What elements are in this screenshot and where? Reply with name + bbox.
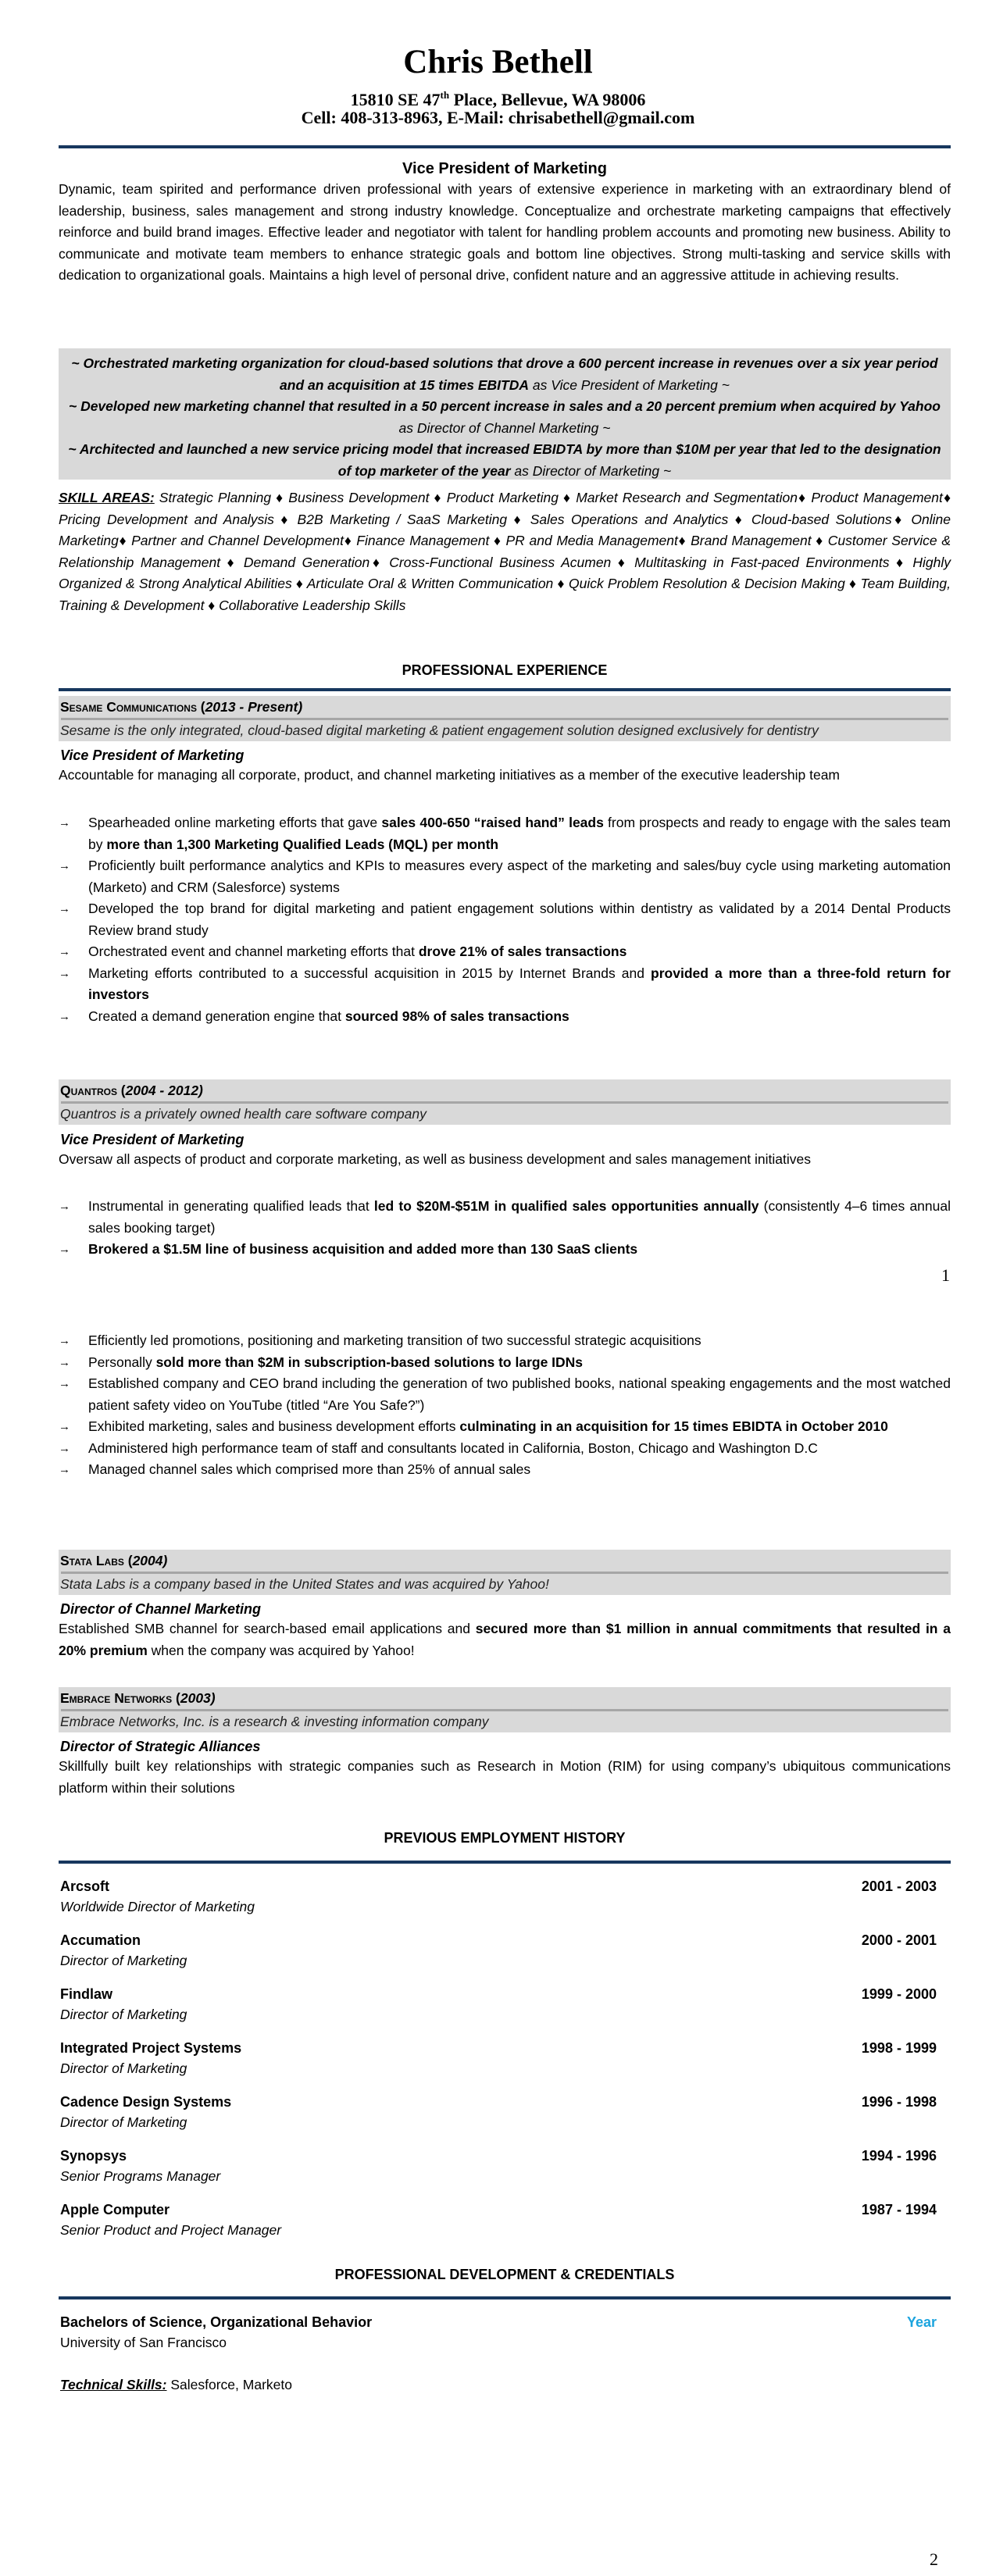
bullet-bold: culminating in an acquisition for 15 times EBIDTA in October 2010 <box>459 1418 888 1434</box>
bullet-item <box>59 1006 951 1028</box>
bullet-bold: provided a more than a three-fold return for investors <box>88 965 951 1002</box>
arrow-icon: → <box>59 859 70 872</box>
employment-title: Director of Marketing <box>60 2114 187 2130</box>
company-name-text: Quantros ( <box>60 1083 126 1098</box>
bullet-bold: sales 400-650 “raised hand” leads <box>381 815 604 830</box>
bullet-item <box>59 812 951 855</box>
employment-years: 2001 - 2003 <box>861 1878 937 1894</box>
section-heading-previous: PREVIOUS EMPLOYMENT HISTORY <box>384 1830 626 1846</box>
arrow-icon: → <box>59 816 70 830</box>
bullet-item <box>59 1352 951 1374</box>
achievements-box <box>59 348 951 480</box>
company-name <box>59 696 951 718</box>
bullet-item <box>59 1459 951 1481</box>
degree: Bachelors of Science, Organizational Behavior <box>60 2314 373 2330</box>
arrow-icon: → <box>59 1420 70 1433</box>
arrow-icon: → <box>59 1334 70 1347</box>
employment-title: Senior Programs Manager <box>60 2168 221 2184</box>
candidate-name: Chris Bethell <box>403 44 593 80</box>
employment-years: 2000 - 2001 <box>861 1932 937 1948</box>
bullet-text: Personally <box>88 1354 156 1370</box>
achievement-text: ~ Architected and launched a new service pricing model that increased EBIDTA by more than $10M per year that led to the designation of top marketer of the year <box>68 441 941 479</box>
arrow-icon: → <box>59 1463 70 1476</box>
skill-areas-list: Strategic Planning ♦ Business Development ♦ Product Marketing ♦ Market Research and Segmentation♦ Product Management♦ Pricing Development and Analysis ♦ B2B Marketing / SaaS Marketing ♦ Sales Operations and Analytics ♦ Cloud-based Solutions♦ Online Marketing♦ Partner and Channel Development♦ Finance Management ♦ PR and Media Management♦ Brand Management ♦ Customer Service & Relationship Management ♦ Demand Generation♦ Cross-Functional Business Acumen ♦ Multitasking in Fast-paced Environments ♦ Highly Organized & Strong Analytical Abilities ♦ Articulate Oral & Written Communication ♦ Quick Problem Resolution & Decision Making ♦ Team Building, Training & Development ♦ Collaborative Leadership Skills <box>59 490 951 613</box>
employment-row <box>60 2146 937 2187</box>
arrow-icon: → <box>59 1377 70 1390</box>
role-summary: Accountable for managing all corporate, product, and channel marketing initiatives as a member of the executive leadership team <box>59 767 841 783</box>
bullet-bold: drove 21% of sales transactions <box>418 944 627 959</box>
employer-name: Arcsoft <box>60 1878 110 1894</box>
employer-name: Findlaw <box>60 1986 112 2002</box>
bullet-text: Administered high performance team of staff and consultants located in California, Boston, Chicago and Washington D.C <box>88 1440 818 1456</box>
skill-areas-label: SKILL AREAS: <box>59 490 155 505</box>
role-title: Vice President of Marketing <box>60 747 245 763</box>
employment-row <box>60 1876 937 1918</box>
bullet-text: Managed channel sales which comprised more than 25% of annual sales <box>88 1461 531 1477</box>
role-summary: Skillfully built key relationships with strategic companies such as Research in Motion (RIM) for using company’s ubiquitous communications platform within their solutions <box>59 1758 951 1796</box>
address-street: 15810 SE 47 <box>350 90 441 109</box>
bullet-item <box>59 898 951 941</box>
employment-title: Senior Product and Project Manager <box>60 2222 282 2238</box>
bullet-bold: Brokered a $1.5M line of business acquisition and added more than 130 SaaS clients <box>88 1241 638 1257</box>
bullet-bold: sourced 98% of sales transactions <box>344 1008 569 1024</box>
arrow-icon: → <box>59 1200 70 1213</box>
bullet-text: Proficiently built performance analytics and KPIs to measures every aspect of the marketing and sales/buy cycle using marketing automation (Marketo) and CRM (Salesforce) systems <box>88 858 951 895</box>
role-summary: Oversaw all aspects of product and corporate marketing, as well as business development and sales management initiatives <box>59 1151 812 1167</box>
company-description: Stata Labs is a company based in the United States and was acquired by Yahoo! <box>60 1576 549 1592</box>
skill-areas <box>59 487 951 616</box>
sesame-bullets <box>59 812 951 1027</box>
achievement-text: ~ Developed new marketing channel that resulted in a 50 percent increase in sales and a 20 percent premium when acquired by Yahoo <box>68 398 941 414</box>
technical-skills <box>60 2374 292 2396</box>
achievement-item <box>62 439 948 482</box>
employment-row <box>60 2200 937 2241</box>
employer-name: Accumation <box>60 1932 141 1948</box>
headline: Vice President of Marketing <box>402 160 607 177</box>
role-summary <box>59 1618 951 1661</box>
address-city: Place, Bellevue, WA 98006 <box>449 90 646 109</box>
company-name <box>59 1550 951 1572</box>
bullet-text: Developed the top brand for digital marketing and patient engagement solutions within dentistry as validated by a 2014 Dental Products Review brand study <box>88 901 951 938</box>
bullet-text: Created a demand generation engine that <box>88 1008 345 1024</box>
employer-name: Cadence Design Systems <box>60 2094 232 2110</box>
bullet-item <box>59 855 951 898</box>
bullet-item <box>59 1196 951 1239</box>
arrow-icon: → <box>59 1243 70 1256</box>
previous-divider <box>59 1861 951 1864</box>
quantros-bullets-page2 <box>59 1330 951 1481</box>
employment-years: 1994 - 1996 <box>861 2148 937 2164</box>
bullet-text: Instrumental in generating qualified leads that <box>88 1198 374 1214</box>
achievement-role: as Vice President of Marketing ~ <box>529 376 730 393</box>
bullet-text: Spearheaded online marketing efforts that gave <box>88 815 382 830</box>
bullet-text: Marketing efforts contributed to a successful acquisition in 2015 by Internet Brands and <box>88 965 652 981</box>
employment-title: Director of Marketing <box>60 1953 187 1968</box>
employment-title: Director of Marketing <box>60 2060 187 2076</box>
section-heading-credentials: PROFESSIONAL DEVELOPMENT & CREDENTIALS <box>334 2267 675 2282</box>
bullet-text: Established company and CEO brand including the generation of two published books, national speaking engagements and the most watched patient safety video on YouTube (titled “Are You Safe?”) <box>88 1375 951 1413</box>
arrow-icon: → <box>59 1009 70 1023</box>
employment-row <box>60 2092 937 2133</box>
company-description: Embrace Networks, Inc. is a research & investing information company <box>60 1714 489 1729</box>
achievement-role: as Director of Marketing ~ <box>510 462 672 479</box>
education-row <box>60 2312 937 2353</box>
employment-row <box>60 1930 937 1971</box>
bullet-item <box>59 963 951 1006</box>
company-years: 2003) <box>180 1690 216 1706</box>
bullet-text: Efficiently led promotions, positioning and marketing transition of two successful strategic acquisitions <box>88 1333 701 1348</box>
company-years: 2004) <box>132 1553 168 1568</box>
achievement-item <box>62 396 948 439</box>
technical-skills-label: Technical Skills: <box>60 2377 167 2392</box>
company-header-embrace-networks <box>59 1687 951 1732</box>
bullet-item <box>59 1330 951 1352</box>
company-name <box>59 1079 951 1101</box>
bullet-text: Orchestrated event and channel marketing efforts that <box>88 944 419 959</box>
company-header-stata-labs <box>59 1550 951 1595</box>
bullet-bold: led to $20M-$51M in qualified sales opportunities annually <box>373 1198 759 1214</box>
company-name-text: Stata Labs ( <box>60 1553 133 1568</box>
bullet-text: from prospects and ready to engage with the sales team by <box>88 815 951 852</box>
employment-years: 1998 - 1999 <box>861 2040 937 2056</box>
summary: Dynamic, team spirited and performance driven professional with years of extensive experience in marketing with an extraordinary blend of leadership, business, sales management and strong industry knowledge. Conceptualize and orchestrate marketing campaigns that effectively reinforce and build brand images. Effective leader and negotiator with talent for handling problem accounts and promoting new business. Ability to communicate and motivate team members to enhance strategic goals and bottom line objectives. Strong multi-tasking and service skills with dedication to organizational goals. Maintains a high level of personal drive, confident nature and an aggressive attitude in achieving results. <box>59 181 951 283</box>
role-title: Director of Strategic Alliances <box>60 1739 261 1754</box>
employer-name: Integrated Project Systems <box>60 2040 242 2056</box>
role-title: Director of Channel Marketing <box>60 1601 262 1617</box>
achievement-role: as Director of Channel Marketing ~ <box>398 419 611 436</box>
page-number-2: 2 <box>930 2549 938 2569</box>
bullet-item <box>59 1438 951 1460</box>
employment-years: 1996 - 1998 <box>861 2094 937 2110</box>
company-name <box>59 1687 951 1709</box>
page-number-1: 1 <box>941 1265 950 1285</box>
address-sup: th <box>440 89 450 101</box>
school: University of San Francisco <box>60 2335 227 2350</box>
bullet-item <box>59 1239 951 1261</box>
arrow-icon: → <box>59 966 70 980</box>
company-description: Quantros is a privately owned health care software company <box>60 1106 427 1122</box>
achievement-text: ~ Orchestrated marketing organization for cloud-based solutions that drove a 600 percent increase in revenues over a six year period and an acquisition at 15 times EBITDA <box>71 355 938 393</box>
technical-skills-value: Salesforce, Marketo <box>166 2377 292 2392</box>
employment-years: 1987 - 1994 <box>861 2202 937 2217</box>
section-heading-experience: PROFESSIONAL EXPERIENCE <box>402 662 608 678</box>
arrow-icon: → <box>59 1441 70 1455</box>
bullet-bold: more than 1,300 Marketing Qualified Leads (MQL) per month <box>106 836 499 852</box>
employer-name: Synopsys <box>60 2148 127 2164</box>
role-title: Vice President of Marketing <box>60 1132 245 1147</box>
experience-divider <box>59 688 951 691</box>
summary-text: Established SMB channel for search-based email applications and <box>59 1621 476 1636</box>
bullet-text: Exhibited marketing, sales and business development efforts <box>88 1418 460 1434</box>
bullet-bold: sold more than $2M in subscription-based solutions to large IDNs <box>155 1354 584 1370</box>
company-header-sesame <box>59 696 951 741</box>
arrow-icon: → <box>59 902 70 915</box>
company-name-text: Embrace Networks ( <box>60 1690 180 1706</box>
arrow-icon: → <box>59 945 70 958</box>
header-divider <box>59 145 951 148</box>
employment-title: Worldwide Director of Marketing <box>60 1899 255 1914</box>
company-years: 2004 - 2012) <box>125 1083 203 1098</box>
company-description: Sesame is the only integrated, cloud-based digital marketing & patient engagement solution designed exclusively for dentistry <box>60 722 819 738</box>
quantros-bullets-page1 <box>59 1196 951 1261</box>
employment-row <box>60 2038 937 2079</box>
summary-text: when the company was acquired by Yahoo! <box>147 1642 415 1658</box>
company-name-text: Sesame Communications ( <box>60 699 205 715</box>
achievements <box>59 348 951 487</box>
achievement-item <box>62 353 948 396</box>
bullet-item <box>59 1416 951 1438</box>
company-years: 2013 - Present) <box>205 699 303 715</box>
employment-years: 1999 - 2000 <box>861 1986 937 2002</box>
credentials-divider <box>59 2296 951 2299</box>
degree-year: Year <box>906 2314 937 2330</box>
bullet-item <box>59 941 951 963</box>
contact-line: Cell: 408-313-8963, E-Mail: chrisabethell@gmail.com <box>301 108 695 127</box>
employment-title: Director of Marketing <box>60 2007 187 2022</box>
company-header-quantros <box>59 1079 951 1125</box>
summary-bold: secured more than $1 million in annual commitments that resulted in a 20% premium <box>59 1621 951 1658</box>
bullet-text: (consistently 4–6 times annual sales booking target) <box>88 1198 951 1236</box>
bullet-item <box>59 1373 951 1416</box>
employer-name: Apple Computer <box>60 2202 170 2217</box>
employment-row <box>60 1984 937 2025</box>
arrow-icon: → <box>59 1355 70 1369</box>
